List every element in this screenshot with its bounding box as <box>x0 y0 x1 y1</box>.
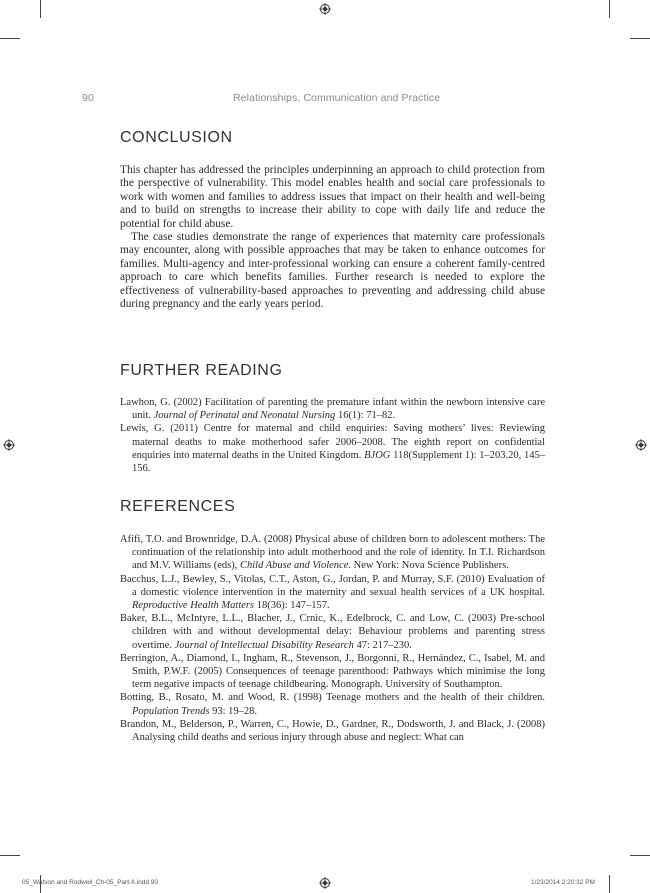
reading-entry: Lewis, G. (2011) Centre for maternal and child enquiries: Saving mothers’ lives: Reviewing maternal deaths to make motherhood safer 2006–2008. The eighth report on confidential enquiries into maternal deaths in the United Kingdom. BJOG 118(Supplement 1): 1–203.20, 145–156. <box>120 423 545 475</box>
conclusion-paragraph: The case studies demonstrate the range of experiences that maternity care professionals may encounter, along with possible approaches that may be taken to enhance outcomes for families. Multi-agency and inter-professional working can ensure a coherent family-centred approach to care which benefits families. Further research is needed to explore the effectiveness of vulnerability-based approaches to preventing and addressing child abuse during pregnancy and the early years period. <box>120 231 545 311</box>
crop-mark <box>609 875 610 893</box>
reading-entry: Lawhon, G. (2002) Facilitation of parenting the premature infant within the newborn intensive care unit. Journal of Perinatal and Neonatal Nursing 16(1): 71–82. <box>120 397 545 422</box>
running-title: Relationships, Communication and Practice <box>233 92 441 104</box>
registration-mark-icon <box>635 439 647 451</box>
reference-entry: Berrington, A., Diamond, I., Ingham, R., Stevenson, J., Borgonni, R., Hernández, C., Isabel, M. and Smith, P.W.F. (2005) Consequences of teenage parenthood: Pathways which minimise the long term negative impacts of teenage childbearing. Monograph. University of Southampton. <box>120 652 545 691</box>
references-list <box>120 533 545 744</box>
reference-entry: Baker, B.L., McIntyre, L.L., Blacher, J., Crnic, K., Edelbrock, C. and Low, C. (2003) Pre-school children with and without developmental delay: Behaviour problems and parenting stress overtime. Journal of Intellectual Disability Research 47: 217–230. <box>120 613 545 651</box>
conclusion-body <box>120 164 545 311</box>
footer-timestamp: 1/23/2014 2:20:32 PM <box>531 879 595 886</box>
footer-file-name: 05_Watson and Rodwell_Ch-05_Part-II.indd 90 <box>22 879 158 886</box>
reference-entry: Bacchus, L.J., Bewley, S., Vitolas, C.T., Aston, G., Jordan, P. and Murray, S.F. (2010) Evaluation of a domestic violence intervention in the maternity and sexual health services of a UK hospital. Reproductive Health Matters 18(36): 147–157. <box>120 573 545 612</box>
conclusion-paragraph: This chapter has addressed the principles underpinning an approach to child protection from the perspective of vulnerability. This model enables health and social care professionals to work with women and families to address issues that impact on their health and well-being and to build on strengths to increase their ability to cope with daily life and reduce the potential for child abuse. <box>120 164 545 230</box>
references-heading: REFERENCES <box>120 498 236 515</box>
crop-mark <box>609 0 610 18</box>
crop-mark <box>0 855 20 856</box>
page-number: 90 <box>82 92 94 104</box>
further-reading-list <box>120 396 545 475</box>
conclusion-heading: CONCLUSION <box>120 129 233 146</box>
registration-mark-icon <box>319 877 331 889</box>
crop-mark <box>40 0 41 18</box>
reference-entry: Afifi, T.O. and Brownridge, D.A. (2008) Physical abuse of children born to adolescent mothers: The continuation of the relationship into adult motherhood and the role of identity. In T.I. Richardson and M.V. Williams (eds), Child Abuse and Violence. New York: Nova Science Publishers. <box>120 534 545 572</box>
registration-mark-icon <box>3 439 15 451</box>
reference-entry: Brandon, M., Belderson, P., Warren, C., Howie, D., Gardner, R., Dodsworth, J. and Black, J. (2008) Analysing child deaths and serious injury through abuse and neglect: What can <box>120 718 545 744</box>
crop-mark <box>630 855 650 856</box>
further-reading-heading: FURTHER READING <box>120 362 283 379</box>
reference-entry: Botting, B., Rosato, M. and Wood, R. (1998) Teenage mothers and the health of their children. Population Trends 93: 19–28. <box>120 692 545 717</box>
crop-mark <box>0 38 20 39</box>
crop-mark <box>630 38 650 39</box>
registration-mark-icon <box>319 3 331 15</box>
